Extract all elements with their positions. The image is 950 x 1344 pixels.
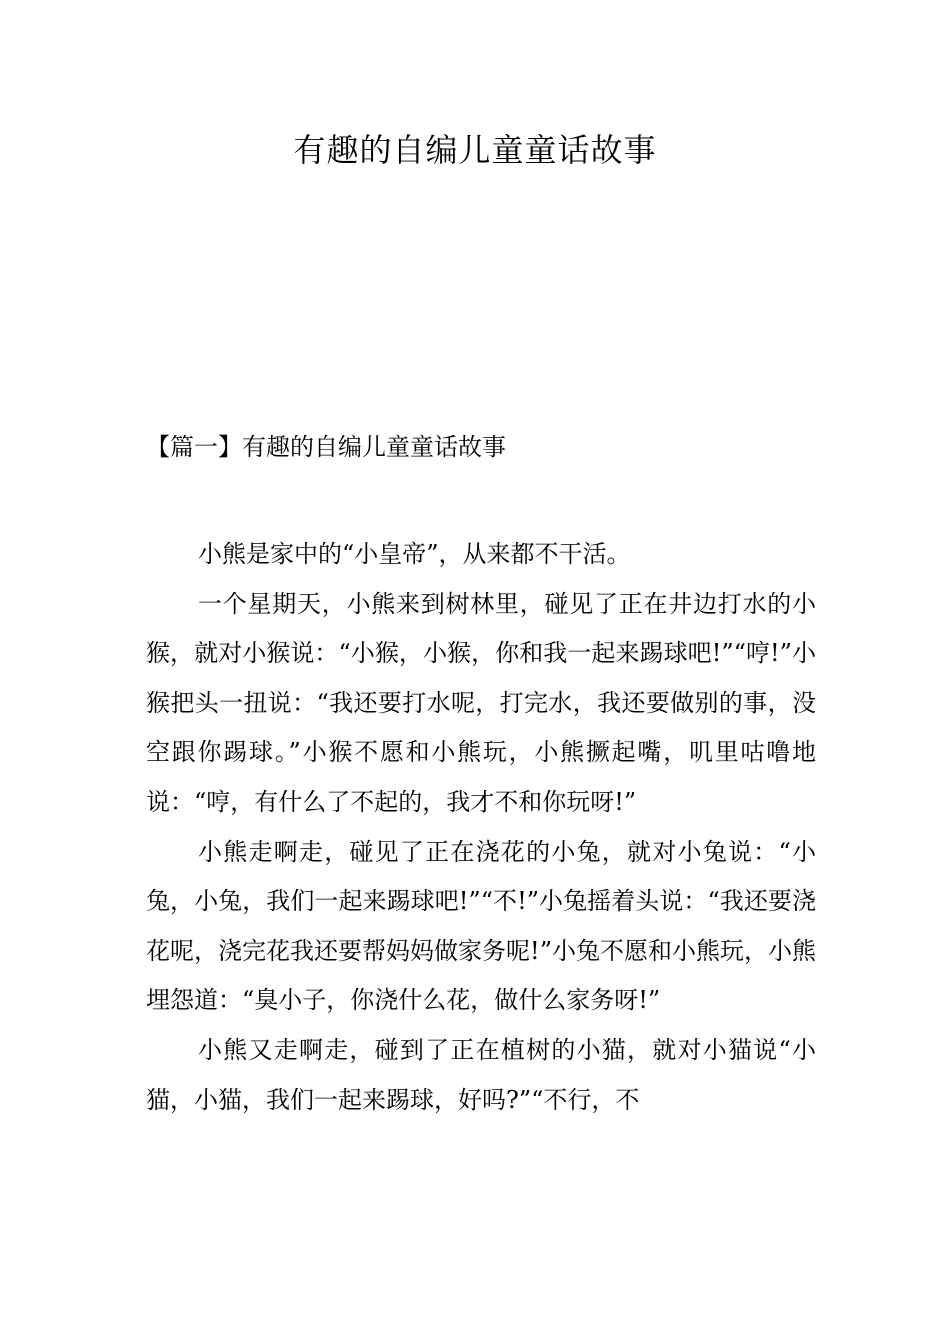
document-title: 有趣的自编儿童童话故事 xyxy=(293,131,657,169)
story-body xyxy=(146,530,816,1125)
paragraph: 小熊是家中的“小皇帝”，从来都不干活。 xyxy=(198,540,631,568)
paragraph: 小熊又走啊走，碰到了正在植树的小猫，就对小猫说“小猫，小猫，我们一起来踢球，好吗?”“不行，不 xyxy=(146,1035,816,1114)
paragraph: 一个星期天，小熊来到树林里，碰见了正在井边打水的小猴，就对小猴说：“小猴，小猴，你和我一起来踢球吧!”“哼!”小猴把头一扭说：“我还要打水呢，打完水，我还要做别的事，没空跟你踢球。”小猴不愿和小熊玩，小熊撅起嘴，叽里咕噜地说：“哼，有什么了不起的，我才不和你玩呀!” xyxy=(146,589,816,816)
section-heading: 【篇一】有趣的自编儿童童话故事 xyxy=(146,433,506,461)
paragraph: 小熊走啊走，碰见了正在浇花的小兔，就对小兔说：“小兔，小兔，我们一起来踢球吧!”“不!”小兔摇着头说：“我还要浇花呢，浇完花我还要帮妈妈做家务呢!”小兔不愿和小熊玩，小熊埋怨道：“臭小子，你浇什么花，做什么家务呀!” xyxy=(146,837,816,1015)
